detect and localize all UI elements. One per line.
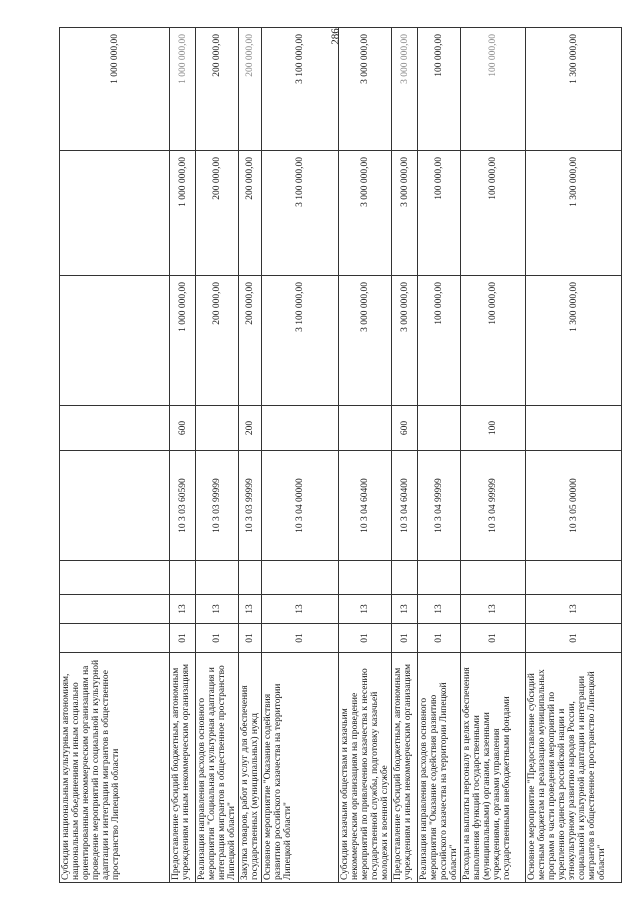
row-csr-cell: 10 3 04 60400 — [339, 451, 392, 561]
row-csr-cell: 10 3 04 00000 — [262, 451, 339, 561]
row-name-cell: Предоставление субсидий бюджетным, автономным учреждениям и иным некоммерческим организациям — [392, 653, 418, 883]
row-name-cell: Расходы на выплаты персоналу в целях обеспечения выполнения функций государственными (муниципальными) органами, казенными учреждениями, органами управления государственными внебюджетными фондами — [461, 653, 526, 883]
row-gr-cell: 01 — [461, 624, 526, 653]
row-rz-cell: 13 — [262, 595, 339, 624]
budget-table — [59, 27, 622, 883]
row-name-cell: Субсидии национальным культурным автономиям, национальным объединениям и иным социально ориентированным некоммерческим организациям на проведение мероприятий по социальной и культурной адаптации и интеграции мигрантов в общественное пространство Липецкой области — [60, 653, 170, 883]
row-sum3-cell: 1 000 000,00 — [170, 28, 196, 151]
row-pr-cell — [339, 561, 392, 595]
table-row — [60, 28, 170, 883]
row-sum1-cell: 3 000 000,00 — [392, 276, 418, 406]
row-vr-cell: 600 — [392, 406, 418, 451]
table-body — [60, 28, 622, 883]
row-vr-cell: 200 — [239, 406, 262, 451]
row-name-cell: Основное мероприятие "Предоставление субсидий местным бюджетам на реализацию муниципальных программ в части проведения мероприятий по укреплению единства российской нации и этнокультурному развитию народов России, социальной и культурной адаптации и интеграции мигрантов в общественное пространство Липецкой области" — [526, 653, 622, 883]
row-rz-cell: 13 — [418, 595, 461, 624]
row-name-cell: Предоставление субсидий бюджетным, автономным учреждениям и иным некоммерческим организациям — [170, 653, 196, 883]
row-csr-cell: 10 3 05 00000 — [526, 451, 622, 561]
row-sum1-cell: 1 000 000,00 — [170, 276, 196, 406]
row-pr-cell — [392, 561, 418, 595]
row-sum1-cell: 100 000,00 — [418, 276, 461, 406]
table-row — [239, 28, 262, 883]
row-sum2-cell: 3 000 000,00 — [392, 151, 418, 276]
row-sum2-cell: 100 000,00 — [461, 151, 526, 276]
row-sum2-cell: 100 000,00 — [418, 151, 461, 276]
table-row — [392, 28, 418, 883]
row-csr-cell: 10 3 04 60400 — [392, 451, 418, 561]
row-gr-cell: 01 — [170, 624, 196, 653]
row-rz-cell: 13 — [339, 595, 392, 624]
row-vr-cell — [526, 406, 622, 451]
row-csr-cell: 10 3 04 99999 — [418, 451, 461, 561]
row-csr-cell: 10 3 04 99999 — [461, 451, 526, 561]
row-rz-cell: 13 — [526, 595, 622, 624]
row-gr-cell: 01 — [196, 624, 239, 653]
rotated-table-frame — [59, 28, 607, 883]
row-sum1-cell: 3 100 000,00 — [262, 276, 339, 406]
row-sum2-cell: 1 300 000,00 — [526, 151, 622, 276]
row-sum1-cell: 1 300 000,00 — [526, 276, 622, 406]
row-csr-cell: 10 3 03 99999 — [196, 451, 239, 561]
row-rz-cell: 13 — [170, 595, 196, 624]
row-name-cell: Основное мероприятие "Оказание содействия развитию российского казачества на территории Липецкой области" — [262, 653, 339, 883]
row-gr-cell: 01 — [239, 624, 262, 653]
row-vr-cell — [196, 406, 239, 451]
row-gr-cell — [60, 624, 170, 653]
row-sum3-cell: 100 000,00 — [418, 28, 461, 151]
table-row — [526, 28, 622, 883]
row-vr-cell — [262, 406, 339, 451]
row-sum3-cell: 3 000 000,00 — [392, 28, 418, 151]
row-csr-cell: 10 3 03 99999 — [239, 451, 262, 561]
row-rz-cell: 13 — [196, 595, 239, 624]
row-sum1-cell: 100 000,00 — [461, 276, 526, 406]
row-sum3-cell: 100 000,00 — [461, 28, 526, 151]
table-row — [196, 28, 239, 883]
row-gr-cell: 01 — [339, 624, 392, 653]
row-sum3-cell: 3 000 000,00 — [339, 28, 392, 151]
table-row — [461, 28, 526, 883]
row-pr-cell — [418, 561, 461, 595]
row-sum2-cell: 3 100 000,00 — [262, 151, 339, 276]
row-sum1-cell: 200 000,00 — [196, 276, 239, 406]
row-sum3-cell: 3 100 000,00 — [262, 28, 339, 151]
row-vr-cell: 100 — [461, 406, 526, 451]
row-pr-cell — [170, 561, 196, 595]
row-sum2-cell: 200 000,00 — [239, 151, 262, 276]
row-name-cell: Реализация направления расходов основного мероприятия "Оказание содействия развитию российского казачества на территории Липецкой области" — [418, 653, 461, 883]
row-sum3-cell: 1 300 000,00 — [526, 28, 622, 151]
row-sum1-cell: 3 000 000,00 — [339, 276, 392, 406]
table-row — [418, 28, 461, 883]
row-sum3-cell: 200 000,00 — [196, 28, 239, 151]
row-pr-cell — [239, 561, 262, 595]
row-pr-cell — [60, 561, 170, 595]
row-name-cell: Закупка товаров, работ и услуг для обеспечения государственных (муниципальных) нужд — [239, 653, 262, 883]
row-vr-cell — [60, 406, 170, 451]
row-csr-cell: 10 3 03 60590 — [170, 451, 196, 561]
row-vr-cell — [418, 406, 461, 451]
row-pr-cell — [262, 561, 339, 595]
row-sum3-cell: 200 000,00 — [239, 28, 262, 151]
row-sum2-cell: 200 000,00 — [196, 151, 239, 276]
table-row — [170, 28, 196, 883]
table-row — [262, 28, 339, 883]
row-rz-cell — [60, 595, 170, 624]
row-name-cell: Субсидии казачьим обществам и казачьим некоммерческим организациям на проведение мероприятий по привлечению казачества к несению государственной службы, подготовку казачьей молодежи к военной службе — [339, 653, 392, 883]
row-sum2-cell — [60, 151, 170, 276]
row-sum2-cell: 3 000 000,00 — [339, 151, 392, 276]
row-gr-cell: 01 — [262, 624, 339, 653]
row-rz-cell: 13 — [239, 595, 262, 624]
table-row — [339, 28, 392, 883]
row-pr-cell — [196, 561, 239, 595]
row-rz-cell: 13 — [461, 595, 526, 624]
row-sum1-cell: 200 000,00 — [239, 276, 262, 406]
row-sum1-cell — [60, 276, 170, 406]
row-sum2-cell: 1 000 000,00 — [170, 151, 196, 276]
page-number: 286 — [329, 28, 342, 45]
row-gr-cell: 01 — [418, 624, 461, 653]
row-vr-cell — [339, 406, 392, 451]
row-sum3-cell: 1 000 000,00 — [60, 28, 170, 151]
row-vr-cell: 600 — [170, 406, 196, 451]
row-pr-cell — [461, 561, 526, 595]
row-gr-cell: 01 — [526, 624, 622, 653]
row-name-cell: Реализация направления расходов основного мероприятия "Социальная и культурная адаптация и интеграция мигрантов в общественное пространство Липецкой области" — [196, 653, 239, 883]
row-rz-cell: 13 — [392, 595, 418, 624]
row-csr-cell — [60, 451, 170, 561]
row-gr-cell: 01 — [392, 624, 418, 653]
row-pr-cell — [526, 561, 622, 595]
